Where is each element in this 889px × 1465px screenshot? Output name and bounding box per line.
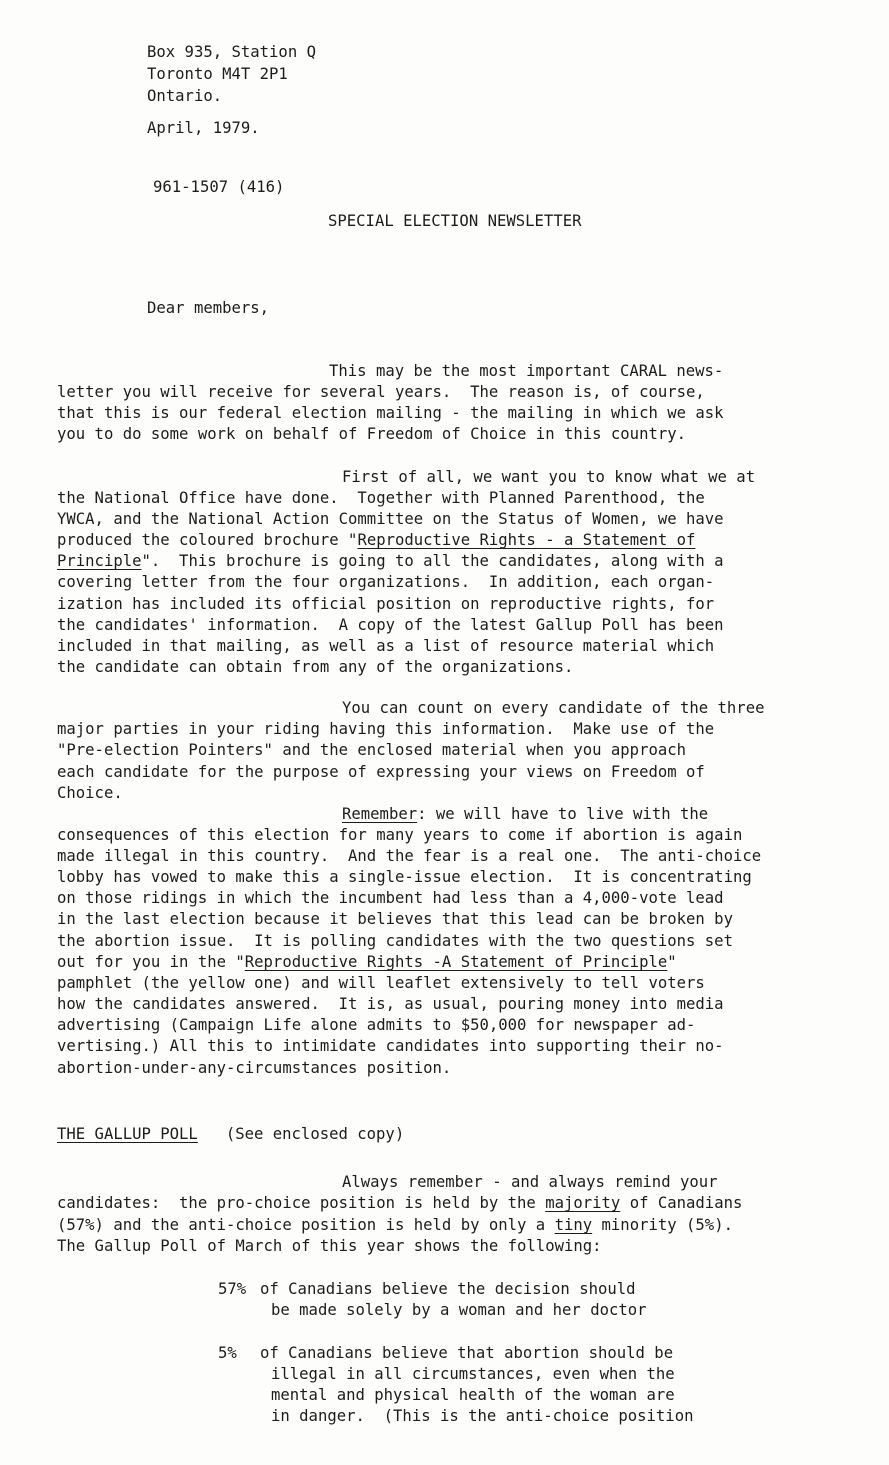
- p4-line: [57, 952, 677, 972]
- gallup-text: of Canadians: [620, 1194, 743, 1212]
- p2-line: First of all, we want you to know what we at: [342, 468, 756, 486]
- p4-line: pamphlet (the yellow one) and will leaflet extensively to tell voters: [57, 974, 705, 992]
- p2-line: ization has included its official position on reproductive rights, for: [57, 595, 715, 613]
- gallup-text: candidates: the pro-choice position is held by the: [57, 1194, 546, 1212]
- gallup-heading-line: [57, 1124, 404, 1144]
- p4-text: ": [667, 953, 677, 971]
- p3-line: Choice.: [57, 784, 123, 802]
- brochure-title-cont: Principle: [57, 552, 142, 570]
- stat-line: of Canadians believe the decision should: [260, 1280, 636, 1298]
- p1-line: letter you will receive for several years. The reason is, of course,: [57, 383, 705, 401]
- p2-line: covering letter from the four organizations. In addition, each organ-: [57, 573, 715, 591]
- p3-line: each candidate for the purpose of expressing your views on Freedom of: [57, 763, 705, 781]
- p4-line: on those ridings in which the incumbent had less than a 4,000-vote lead: [57, 889, 724, 907]
- p4-line: made illegal in this country. And the fear is a real one. The anti-choice: [57, 847, 762, 865]
- p4-text: out for you in the ": [57, 953, 245, 971]
- stat-line: illegal in all circumstances, even when the: [271, 1365, 675, 1383]
- phone-number: 961-1507 (416): [153, 178, 285, 196]
- newsletter-title: SPECIAL ELECTION NEWSLETTER: [328, 212, 582, 230]
- gallup-line: Always remember - and always remind your: [342, 1173, 718, 1191]
- stat-percent: 5%: [218, 1344, 237, 1362]
- p4-line: how the candidates answered. It is, as usual, pouring money into media: [57, 995, 724, 1013]
- p2-line: the candidates' information. A copy of the latest Gallup Poll has been: [57, 616, 724, 634]
- gallup-line: [57, 1193, 742, 1213]
- p2-line: YWCA, and the National Action Committee on the Status of Women, we have: [57, 510, 724, 528]
- p4-line: the abortion issue. It is polling candidates with the two questions set: [57, 932, 733, 950]
- p1-line: This may be the most important CARAL news-: [329, 362, 724, 380]
- gallup-line: The Gallup Poll of March of this year shows the following:: [57, 1237, 602, 1255]
- p2-line: included in that mailing, as well as a list of resource material which: [57, 637, 715, 655]
- p4-line: lobby has vowed to make this a single-issue election. It is concentrating: [57, 868, 752, 886]
- address-line-2: Toronto M4T 2P1: [147, 65, 288, 83]
- stat-line: be made solely by a woman and her doctor: [271, 1301, 647, 1319]
- pamphlet-title: Reproductive Rights -A Statement of Principle: [244, 953, 668, 971]
- stat-percent: 57%: [218, 1280, 247, 1298]
- p4-text: : we will have to live with the: [417, 805, 709, 823]
- stat-line: of Canadians believe that abortion should be: [260, 1344, 674, 1362]
- stat-line: mental and physical health of the woman are: [271, 1386, 675, 1404]
- p2-line: [57, 530, 695, 550]
- p4-line: consequences of this election for many years to come if abortion is again: [57, 826, 743, 844]
- p4-line: [342, 804, 708, 824]
- gallup-text: minority (5%).: [592, 1216, 733, 1234]
- p4-line: abortion-under-any-circumstances position.: [57, 1059, 452, 1077]
- p3-line: "Pre-election Pointers" and the enclosed material when you approach: [57, 741, 687, 759]
- salutation: Dear members,: [147, 299, 270, 317]
- p2-text: produced the coloured brochure ": [57, 531, 358, 549]
- p4-line: in the last election because it believes that this lead can be broken by: [57, 910, 733, 928]
- remember-label: Remember: [342, 805, 418, 823]
- gallup-heading: THE GALLUP POLL: [57, 1125, 198, 1143]
- gallup-note: (See enclosed copy): [225, 1125, 405, 1143]
- brochure-title: Reproductive Rights - a Statement of: [357, 531, 696, 549]
- p4-line: vertising.) All this to intimidate candidates into supporting their no-: [57, 1037, 724, 1055]
- p2-text: ". This brochure is going to all the candidates, along with a: [141, 552, 724, 570]
- gallup-line: [57, 1215, 733, 1235]
- p1-line: that this is our federal election mailing - the mailing in which we ask: [57, 404, 724, 422]
- p2-line: the candidate can obtain from any of the organizations.: [57, 658, 574, 676]
- letter-date: April, 1979.: [147, 119, 260, 137]
- p3-line: major parties in your riding having this information. Make use of the: [57, 720, 715, 738]
- address-line-1: Box 935, Station Q: [147, 43, 316, 61]
- p2-line: [57, 551, 724, 571]
- p4-line: advertising (Campaign Life alone admits to $50,000 for newspaper ad-: [57, 1016, 696, 1034]
- p2-line: the National Office have done. Together with Planned Parenthood, the: [57, 489, 705, 507]
- address-line-3: Ontario.: [147, 87, 223, 105]
- p3-line: You can count on every candidate of the three: [342, 699, 765, 717]
- majority-word: majority: [545, 1194, 621, 1212]
- stat-line: in danger. (This is the anti-choice position: [271, 1407, 694, 1425]
- gallup-text: (57%) and the anti-choice position is held by only a: [57, 1216, 555, 1234]
- tiny-word: tiny: [554, 1216, 593, 1234]
- p1-line: you to do some work on behalf of Freedom of Choice in this country.: [57, 425, 687, 443]
